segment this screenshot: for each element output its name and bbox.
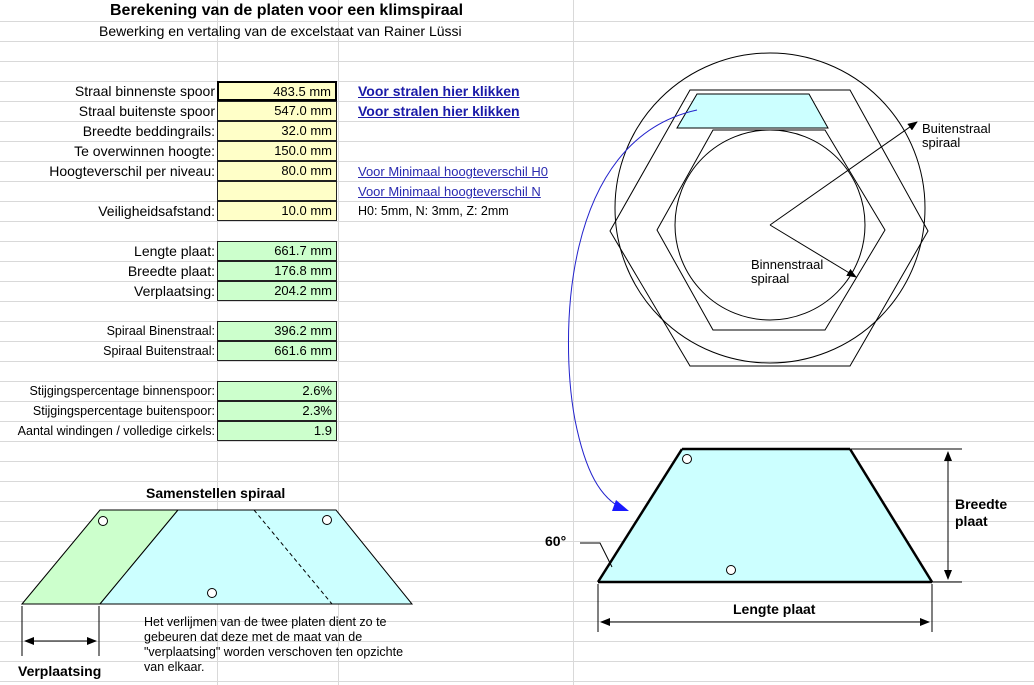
label-spiral-inner-radius: Spiraal Binenstraal: xyxy=(106,324,215,338)
inner-track-radius-input[interactable]: 483.5 mm xyxy=(217,81,337,101)
shift-value: 204.2 mm xyxy=(217,281,337,301)
rail-width-input[interactable]: 32.0 mm xyxy=(217,121,337,141)
label-inner-track-radius: Straal binnenste spoor xyxy=(74,83,215,99)
label-outer-gradient: Stijgingspercentage buitenspoor: xyxy=(32,404,215,418)
angle-leader xyxy=(580,543,612,567)
outer-radius-label: Buitenstraal spiraal xyxy=(922,121,991,150)
inner-hexagon xyxy=(657,130,885,330)
spiral-outer-radius-value: 661.6 mm xyxy=(217,341,337,361)
outer-track-radius-input[interactable]: 547.0 mm xyxy=(217,101,337,121)
shift-label: Verplaatsing xyxy=(18,663,102,679)
label-safety-distance: Veiligheidsafstand: xyxy=(98,203,215,219)
connector-arrowhead xyxy=(612,500,629,511)
assemble-title: Samenstellen spiraal xyxy=(146,485,286,501)
assemble-note: Het verlijmen van de twee platen dient zo te gebeuren dat deze met de maat van de "verplaatsing" worden verschoven ten opzichte van elkaar. xyxy=(144,615,404,674)
spiral-diagram xyxy=(568,53,928,511)
spiral-inner-radius-value: 396.2 mm xyxy=(217,321,337,341)
min-height-h0-link[interactable]: Voor Minimaal hoogteverschil H0 xyxy=(358,164,549,179)
label-shift: Verplaatsing: xyxy=(134,283,215,299)
plate-segment xyxy=(677,94,828,128)
label-spiral-outer-radius: Spiraal Buitenstraal: xyxy=(103,344,215,358)
outer-gradient-value: 2.3% xyxy=(217,401,337,421)
width-label: Breedte plaat xyxy=(955,496,1008,529)
radii-link-1[interactable]: Voor stralen hier klikken xyxy=(358,83,520,99)
length-label: Lengte plaat xyxy=(733,601,816,617)
safety-note: H0: 5mm, N: 3mm, Z: 2mm xyxy=(358,204,509,218)
label-plate-length: Lengte plaat: xyxy=(134,243,215,259)
label-inner-gradient: Stijgingspercentage binnenspoor: xyxy=(29,384,215,398)
safety-distance-input[interactable]: 10.0 mm xyxy=(217,201,337,221)
angle-label: 60° xyxy=(545,533,567,549)
plate-hole-top xyxy=(683,455,692,464)
inner-radius-label: Binnenstraal spiraal xyxy=(751,257,824,286)
sheet-subtitle: Bewerking en vertaling van de excelstaat van Rainer Lüssi xyxy=(99,23,462,39)
label-plate-width: Breedte plaat: xyxy=(127,263,215,279)
radii-link-2[interactable]: Voor stralen hier klikken xyxy=(358,103,520,119)
min-height-n-link[interactable]: Voor Minimaal hoogteverschil N xyxy=(358,184,541,199)
height-per-level-input[interactable]: 80.0 mm xyxy=(217,161,337,181)
outer-radius-arrow xyxy=(770,122,917,225)
label-turns: Aantal windingen / volledige cirkels: xyxy=(17,424,215,438)
sheet-title: Berekening van de platen voor een klimspiraal xyxy=(110,2,464,19)
label-height-to-climb: Te overwinnen hoogte: xyxy=(74,143,215,159)
plate-length-value: 661.7 mm xyxy=(217,241,337,261)
label-rail-width: Breedte beddingrails: xyxy=(82,123,215,139)
height-to-climb-input[interactable]: 150.0 mm xyxy=(217,141,337,161)
inner-gradient-value: 2.6% xyxy=(217,381,337,401)
turns-value: 1.9 xyxy=(217,421,337,441)
plate-width-value: 176.8 mm xyxy=(217,261,337,281)
label-height-per-level: Hoogteverschil per niveau: xyxy=(49,163,215,179)
plate-hole-bottom xyxy=(727,566,736,575)
connector-curve xyxy=(568,110,697,510)
label-outer-track-radius: Straal buitenste spoor xyxy=(78,103,215,119)
plate-shape xyxy=(598,449,932,582)
